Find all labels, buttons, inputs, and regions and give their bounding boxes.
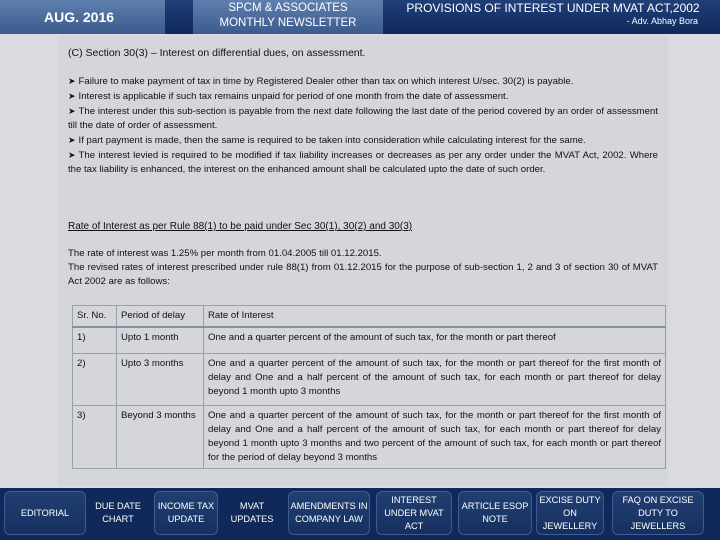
nav-faq-excise[interactable]: FAQ ON EXCISE DUTY TO JEWELLERS bbox=[612, 491, 704, 535]
firm-tab bbox=[193, 0, 383, 34]
issue-date: AUG. 2016 bbox=[0, 0, 165, 34]
arrow-bullet-icon: ➤ bbox=[68, 150, 76, 160]
cell-period: Beyond 3 months bbox=[117, 405, 204, 468]
section-title: (C) Section 30(3) – Interest on differential dues, on assessment. bbox=[68, 47, 366, 59]
header-bar bbox=[0, 0, 720, 34]
nav-article-esop[interactable]: ARTICLE ESOP NOTE bbox=[458, 491, 532, 535]
arrow-bullet-icon: ➤ bbox=[68, 91, 76, 101]
list-item: ➤ The interest under this sub-section is payable from the next date following the last date of the period covered by an order of assessment till the date of order of assessment. bbox=[68, 106, 658, 131]
page-title: PROVISIONS OF INTEREST UNDER MVAT ACT,2002 bbox=[406, 1, 700, 15]
cell-sr-no: 1) bbox=[73, 327, 117, 353]
cell-rate: One and a quarter percent of the amount of such tax, for the month or part thereof for the first month of delay and One and a half percent of the amount of such tax, for each month or part thereof for delay beyond 1 month upto 3 months bbox=[204, 353, 666, 405]
cell-sr-no: 2) bbox=[73, 353, 117, 405]
nav-income-tax-update[interactable]: INCOME TAX UPDATE bbox=[154, 491, 218, 535]
cell-rate: One and a quarter percent of the amount of such tax, for the month or part thereof for the first month of delay and One and a half percent of the amount of such tax, for each month or part thereof for delay beyond 1 month upto 3 months and two percent of the amount of such tax, for each month or part thereof for the period of delay beyond 3 months bbox=[204, 405, 666, 468]
cell-rate: One and a quarter percent of the amount of such tax, for the month or part thereof bbox=[204, 327, 666, 353]
arrow-bullet-icon: ➤ bbox=[68, 76, 76, 86]
header-rate: Rate of Interest bbox=[204, 306, 666, 328]
list-item: ➤ The interest levied is required to be modified if tax liability increases or decreases as per any order under the MVAT Act, 2002. Where the tax liability is enhanced, the interest on the enhanced amount shall be calculated upto the date of such order. bbox=[68, 150, 658, 175]
newsletter-label: MONTHLY NEWSLETTER bbox=[219, 17, 357, 29]
list-item: ➤ Failure to make payment of tax in time by Registered Dealer other than tax on which interest U/sec. 30(2) is payable. bbox=[68, 76, 574, 87]
author: - Adv. Abhay Bora bbox=[626, 16, 698, 26]
bottom-nav bbox=[0, 488, 720, 540]
table-row bbox=[73, 327, 666, 353]
rate-heading: Rate of Interest as per Rule 88(1) to be paid under Sec 30(1), 30(2) and 30(3) bbox=[68, 221, 413, 232]
nav-excise-jewellery[interactable]: EXCISE DUTY ON JEWELLERY bbox=[536, 491, 604, 535]
table-header-row bbox=[73, 306, 666, 328]
rate-old: The rate of interest was 1.25% per month from 01.04.2005 till 01.12.2015. bbox=[68, 248, 382, 259]
nav-interest-mvat[interactable]: INTEREST UNDER MVAT ACT bbox=[376, 491, 452, 535]
arrow-bullet-icon: ➤ bbox=[68, 135, 76, 145]
list-item: ➤ Interest is applicable if such tax remains unpaid for period of one month from the date of assessment. bbox=[68, 91, 509, 102]
nav-due-date-chart[interactable]: DUE DATE CHART bbox=[95, 501, 141, 524]
bullet-list bbox=[68, 74, 658, 177]
cell-sr-no: 3) bbox=[73, 405, 117, 468]
arrow-bullet-icon: ➤ bbox=[68, 106, 76, 116]
header-sr-no: Sr. No. bbox=[73, 306, 117, 328]
nav-mvat-updates[interactable]: MVAT UPDATES bbox=[230, 501, 274, 524]
firm-name: SPCM & ASSOCIATES bbox=[228, 2, 348, 14]
rate-paragraphs bbox=[68, 247, 658, 289]
table-row bbox=[73, 405, 666, 468]
interest-rate-table bbox=[72, 305, 666, 469]
table-row bbox=[73, 353, 666, 405]
header-period: Period of delay bbox=[117, 306, 204, 328]
list-item: ➤ If part payment is made, then the same is required to be taken into consideration while calculating interest for the same. bbox=[68, 135, 586, 146]
rate-revised: The revised rates of interest prescribed under rule 88(1) from 01.12.2015 for the purpose of sub-section 1, 2 and 3 of section 30 of MVAT Act 2002 are as follows: bbox=[68, 262, 658, 287]
cell-period: Upto 3 months bbox=[117, 353, 204, 405]
nav-amendments-company-law[interactable]: AMENDMENTS IN COMPANY LAW bbox=[288, 491, 370, 535]
cell-period: Upto 1 month bbox=[117, 327, 204, 353]
nav-editorial[interactable]: EDITORIAL bbox=[4, 491, 86, 535]
